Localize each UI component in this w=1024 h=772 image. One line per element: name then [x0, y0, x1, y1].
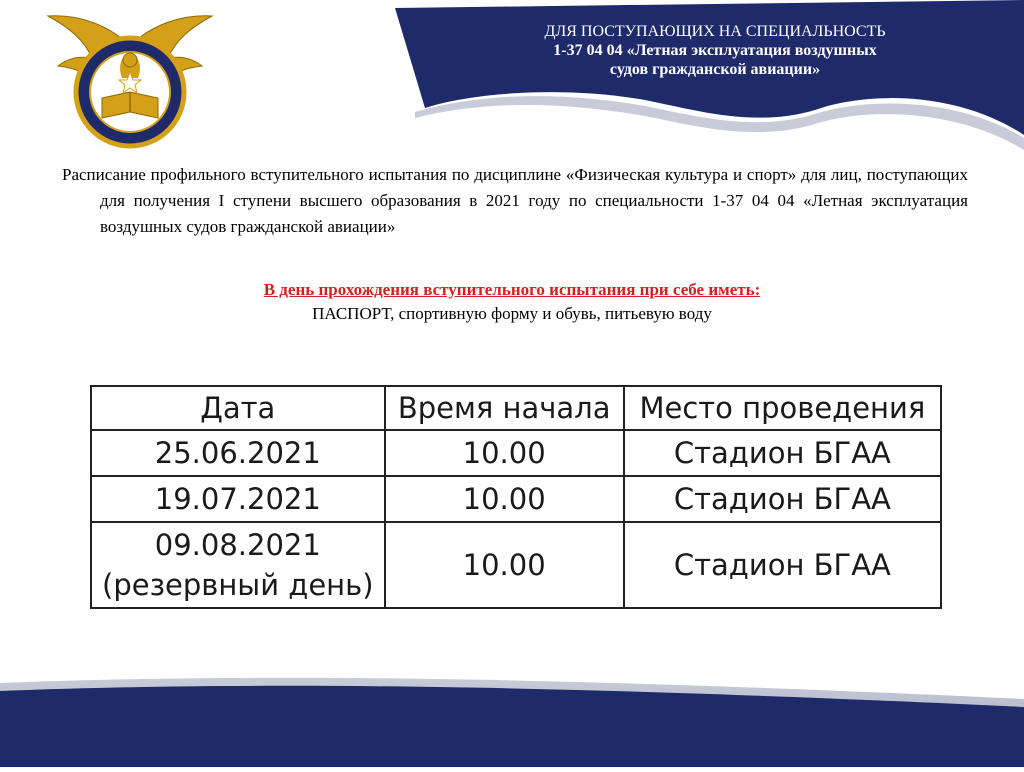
exam-note [0, 278, 1024, 326]
cell-time: 10.00 [385, 476, 624, 522]
description-text: Расписание профильного вступительного испытания по дисциплине «Физическая культура и спорт» для лиц, поступающих для получения I ступени высшего образования в 2021 году по специальности 1-37 04 04 «Летная эксплуатация воздушных судов гражданской авиации» [62, 165, 968, 236]
header-location: Место проведения [624, 386, 941, 430]
cell-time: 10.00 [385, 522, 624, 608]
banner-line-2: 1-37 04 04 «Летная эксплуатация воздушных [553, 42, 877, 59]
required-items-text: ПАСПОРТ, спортивную форму и обувь, питьевую воду [312, 304, 712, 323]
cell-date-reserve [91, 522, 385, 608]
header-date: Дата [91, 386, 385, 430]
banner-line-1: ДЛЯ ПОСТУПАЮЩИХ НА СПЕЦИАЛЬНОСТЬ [544, 23, 886, 40]
cell-date: 25.06.2021 [91, 430, 385, 476]
schedule-table [90, 385, 942, 609]
header-banner [395, 0, 1024, 150]
cell-place: Стадион БГАА [624, 430, 941, 476]
table-row [91, 430, 941, 476]
footer-band [0, 673, 1024, 767]
cell-date: 19.07.2021 [91, 476, 385, 522]
schedule-description [62, 162, 968, 240]
cell-place: Стадион БГАА [624, 476, 941, 522]
cell-date-note: (резервный день) [102, 568, 374, 602]
banner-title [495, 22, 935, 79]
table-row [91, 476, 941, 522]
cell-date: 09.08.2021 [154, 528, 321, 562]
banner-line-3: судов гражданской авиации» [609, 61, 821, 78]
table-header-row [91, 386, 941, 430]
table-row [91, 522, 941, 608]
cell-place: Стадион БГАА [624, 522, 941, 608]
academy-emblem-logo [40, 6, 220, 156]
header-start-time: Время начала [385, 386, 624, 430]
cell-time: 10.00 [385, 430, 624, 476]
warning-text: В день прохождения вступительного испытания при себе иметь: [263, 280, 761, 299]
